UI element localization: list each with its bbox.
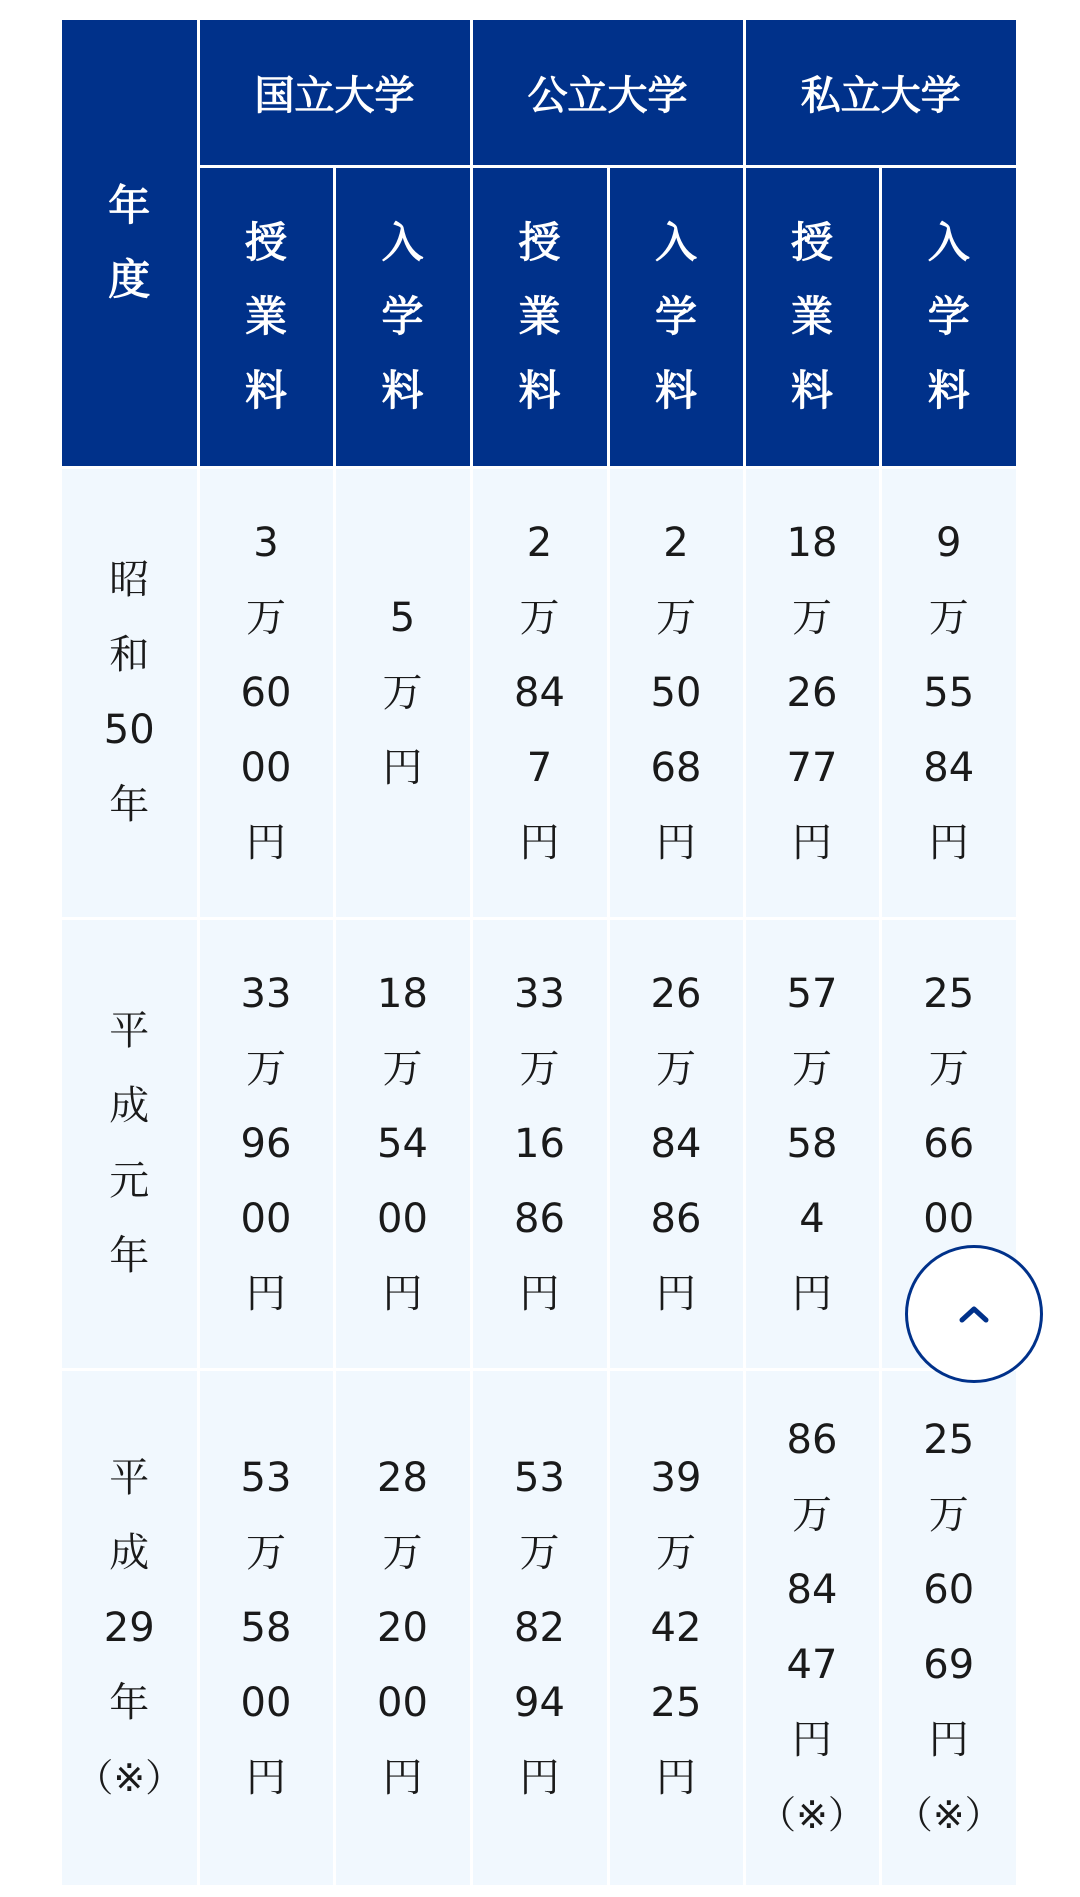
fee-text: 96 — [240, 1120, 292, 1167]
fee-text: 万 — [382, 669, 423, 716]
fee-text: 69 — [923, 1642, 975, 1688]
fee-text: 66 — [923, 1120, 975, 1167]
fee-text: 万 — [928, 1045, 969, 1092]
fee-cell — [198, 1370, 334, 1887]
header-private-university: 私立大学 — [744, 20, 1016, 167]
fee-cell — [608, 1370, 744, 1887]
fee-text: 万 — [792, 594, 832, 641]
table-row — [62, 1370, 1016, 1887]
header-sub-char: 入 — [381, 218, 424, 267]
fee-cell — [744, 468, 880, 919]
fee-text: 万 — [246, 1529, 286, 1576]
fee-text: 9 — [936, 519, 962, 566]
fee-text: 84 — [786, 1567, 838, 1613]
fee-text: 68 — [650, 744, 702, 791]
header-sub-char: 学 — [927, 292, 970, 341]
fee-text: 86 — [514, 1195, 565, 1242]
tuition-table — [62, 20, 1016, 1888]
fee-text: 万 — [792, 1492, 832, 1538]
fee-cell — [744, 919, 880, 1370]
fee-text: 万 — [519, 594, 560, 641]
footnote-mark: （※） — [894, 1793, 1003, 1837]
fee-text: 18 — [786, 519, 838, 566]
fee-text: 円 — [246, 819, 286, 866]
fee-text: 25 — [923, 1417, 975, 1463]
year-text: 年 — [109, 1679, 150, 1726]
year-text: 昭 — [109, 557, 150, 603]
fee-text: 39 — [650, 1454, 702, 1501]
fee-text: 万 — [656, 594, 696, 641]
fee-text: 60 — [240, 669, 292, 716]
fee-text: 84 — [650, 1120, 702, 1167]
year-cell — [62, 919, 198, 1370]
fee-text: 50 — [650, 669, 702, 716]
fee-text: 円 — [656, 1754, 696, 1801]
fee-text: 33 — [240, 970, 292, 1017]
fee-text: 円 — [382, 744, 423, 791]
fee-text: 94 — [514, 1679, 565, 1726]
year-cell — [62, 1370, 198, 1887]
fee-text: 2 — [663, 519, 689, 566]
fee-text: 7 — [526, 744, 553, 791]
footnote-mark: （※） — [75, 1755, 184, 1800]
header-sub-char: 料 — [381, 366, 424, 415]
fee-text: 円 — [928, 819, 969, 866]
header-public-university: 公立大学 — [471, 20, 744, 167]
header-sub-tuition-0 — [198, 167, 334, 468]
fee-text: 00 — [377, 1679, 428, 1726]
fee-text: 3 — [253, 519, 279, 566]
fee-text: 00 — [240, 1679, 292, 1726]
header-sub-char: 業 — [244, 292, 287, 341]
fee-text: 00 — [923, 1195, 975, 1242]
fee-text: 47 — [786, 1642, 838, 1688]
header-national-university: 国立大学 — [198, 20, 471, 167]
fee-text: 円 — [382, 1270, 423, 1317]
fee-text: 円 — [792, 1717, 832, 1763]
fee-text: 84 — [923, 744, 975, 791]
fee-text: 万 — [519, 1045, 560, 1092]
header-sub-char: 料 — [518, 366, 561, 415]
header-sub-char: 授 — [518, 218, 561, 267]
fee-text: 円 — [792, 1270, 832, 1317]
fee-text: 万 — [382, 1529, 423, 1576]
fee-text: 00 — [240, 744, 292, 791]
year-text: 元 — [109, 1158, 150, 1204]
table-row — [62, 468, 1016, 919]
fee-text: 万 — [382, 1045, 423, 1092]
fee-text: 53 — [514, 1454, 565, 1501]
header-sub-char: 料 — [927, 366, 970, 415]
fee-text: 58 — [786, 1120, 838, 1167]
fee-text: 16 — [514, 1120, 565, 1167]
fee-text: 18 — [377, 970, 428, 1017]
footnote-mark: （※） — [758, 1793, 866, 1837]
fee-text: 57 — [786, 970, 838, 1017]
fee-text: 86 — [786, 1417, 838, 1463]
year-text: 年 — [109, 1233, 150, 1279]
fee-text: 58 — [240, 1604, 292, 1651]
fee-text: 54 — [377, 1120, 428, 1167]
fee-cell — [334, 919, 471, 1370]
fee-text: 4 — [799, 1195, 825, 1242]
fee-cell — [880, 468, 1016, 919]
fee-cell — [608, 468, 744, 919]
year-cell — [62, 468, 198, 919]
year-text: 平 — [109, 1454, 150, 1501]
header-sub-admission-5 — [880, 167, 1016, 468]
header-sub-char: 料 — [654, 366, 697, 415]
fee-cell — [744, 1370, 880, 1887]
header-sub-char: 学 — [381, 292, 424, 341]
fee-text: 円 — [656, 1270, 696, 1317]
fee-cell — [198, 468, 334, 919]
header-sub-char: 料 — [244, 366, 287, 415]
fee-text: 00 — [240, 1195, 292, 1242]
fee-text: 円 — [519, 819, 560, 866]
fee-cell — [471, 1370, 608, 1887]
year-text: 平 — [109, 1008, 150, 1054]
fee-text: 42 — [650, 1604, 702, 1651]
fee-text: 00 — [377, 1195, 428, 1242]
fee-text: 84 — [514, 669, 565, 716]
header-sub-char: 授 — [790, 218, 833, 267]
header-sub-char: 料 — [790, 366, 833, 415]
scroll-to-top-button[interactable] — [905, 1245, 1043, 1383]
fee-text: 円 — [246, 1754, 286, 1801]
fee-cell — [608, 919, 744, 1370]
fee-cell — [471, 468, 608, 919]
fee-text: 円 — [928, 1717, 969, 1763]
fee-text: 万 — [928, 594, 969, 641]
fee-text: 28 — [377, 1454, 428, 1501]
fee-cell — [880, 1370, 1016, 1887]
fee-text: 86 — [650, 1195, 702, 1242]
fee-cell — [334, 1370, 471, 1887]
header-year-char: 度 — [108, 255, 151, 304]
fee-text: 円 — [656, 819, 696, 866]
fee-text: 25 — [923, 970, 975, 1017]
fee-text: 2 — [526, 519, 553, 566]
fee-text: 万 — [246, 594, 286, 641]
fee-text: 53 — [240, 1454, 292, 1501]
fee-text: 万 — [519, 1529, 560, 1576]
year-text: 50 — [103, 707, 155, 753]
fee-text: 26 — [786, 669, 838, 716]
fee-text: 55 — [923, 669, 975, 716]
header-year — [62, 20, 198, 468]
header-sub-admission-3 — [608, 167, 744, 468]
year-text: 年 — [109, 782, 150, 828]
header-sub-char: 授 — [244, 218, 287, 267]
fee-text: 60 — [923, 1567, 975, 1613]
fee-text: 円 — [792, 819, 832, 866]
header-year-char: 年 — [108, 181, 151, 230]
fee-text: 33 — [514, 970, 565, 1017]
fee-text: 円 — [519, 1754, 560, 1801]
fee-cell — [471, 919, 608, 1370]
fee-cell — [334, 468, 471, 919]
header-sub-char: 入 — [654, 218, 697, 267]
header-sub-tuition-4 — [744, 167, 880, 468]
fee-text: 25 — [650, 1679, 702, 1726]
year-text: 29 — [103, 1604, 155, 1651]
fee-text: 82 — [514, 1604, 565, 1651]
header-sub-char: 学 — [654, 292, 697, 341]
header-sub-char: 業 — [790, 292, 833, 341]
fee-text: 77 — [786, 744, 838, 791]
fee-text: 万 — [792, 1045, 832, 1092]
fee-cell — [198, 919, 334, 1370]
fee-text: 万 — [246, 1045, 286, 1092]
header-sub-char: 入 — [927, 218, 970, 267]
fee-text: 5 — [389, 594, 416, 641]
fee-text: 万 — [656, 1045, 696, 1092]
header-sub-admission-1 — [334, 167, 471, 468]
year-text: 和 — [109, 632, 150, 678]
table-row — [62, 919, 1016, 1370]
fee-text: 円 — [519, 1270, 560, 1317]
header-sub-char: 業 — [518, 292, 561, 341]
fee-text: 26 — [650, 970, 702, 1017]
fee-text: 万 — [928, 1492, 969, 1538]
header-sub-tuition-2 — [471, 167, 608, 468]
fee-text: 円 — [246, 1270, 286, 1317]
chevron-up-icon — [957, 1304, 991, 1324]
year-text: 成 — [109, 1083, 150, 1129]
year-text: 成 — [109, 1529, 150, 1576]
fee-text: 20 — [377, 1604, 428, 1651]
fee-text: 円 — [382, 1754, 423, 1801]
fee-text: 万 — [656, 1529, 696, 1576]
